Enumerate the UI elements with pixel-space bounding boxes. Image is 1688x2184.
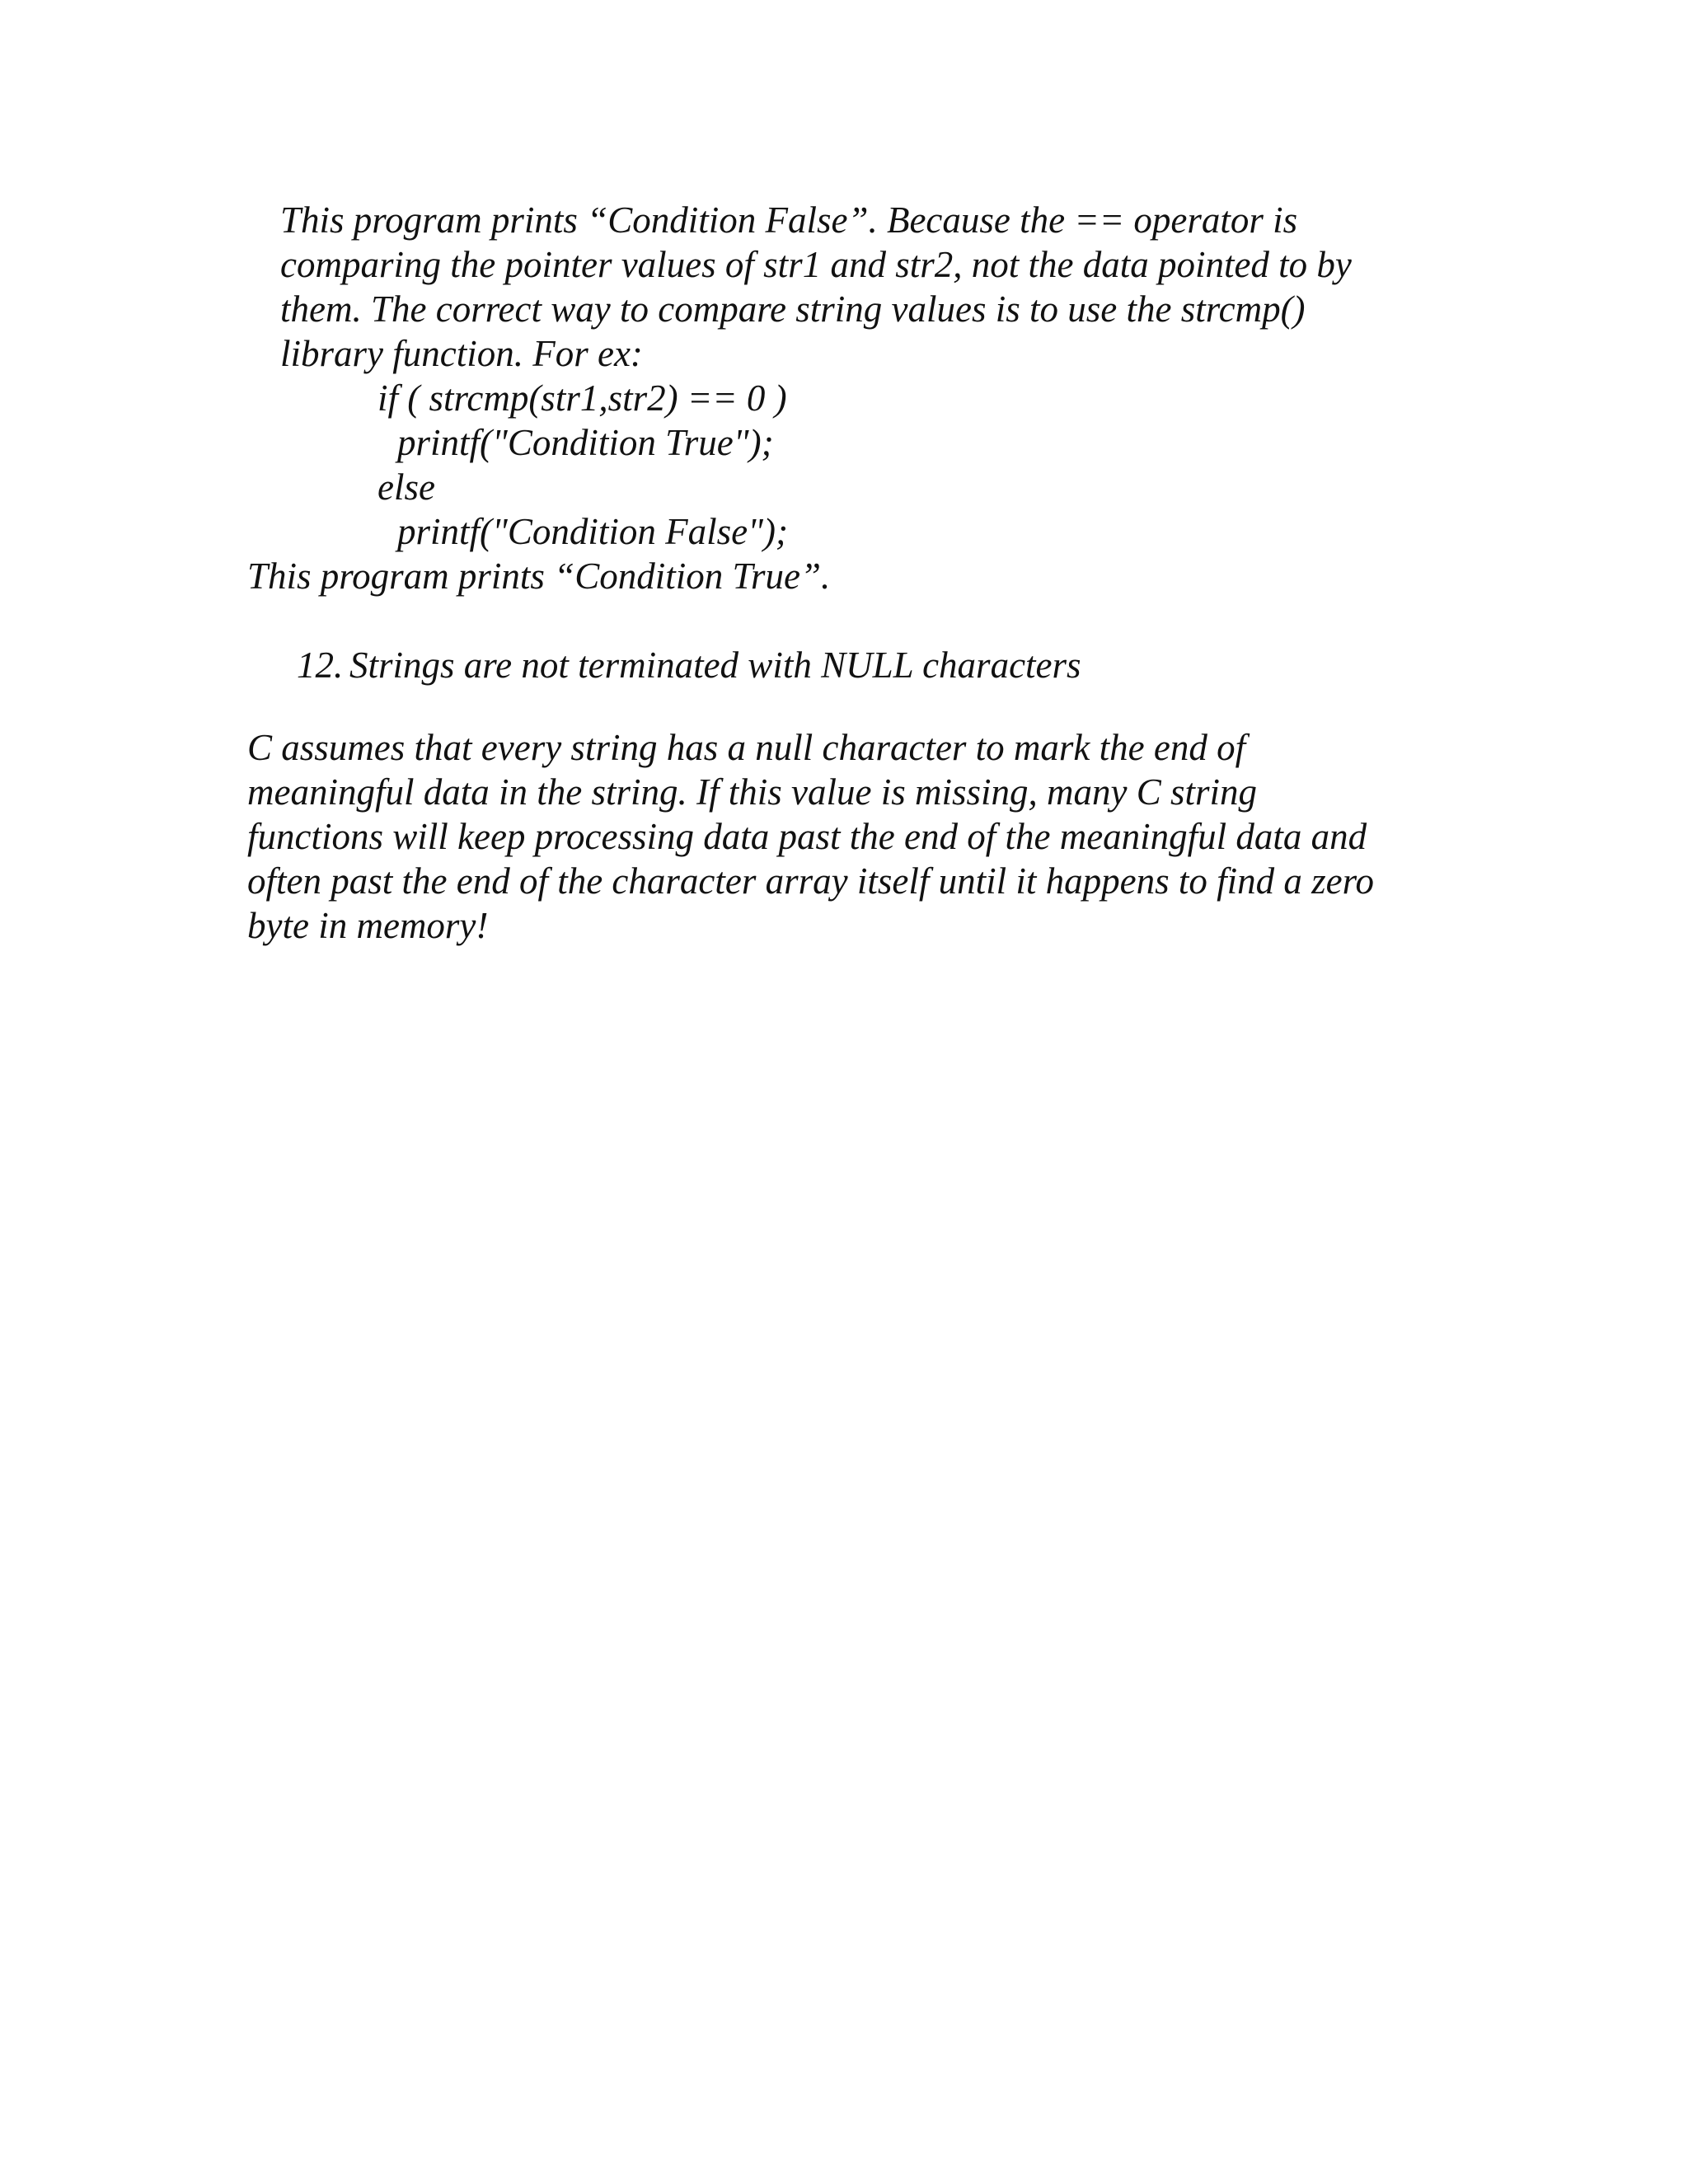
body-line: often past the end of the character array itself until it happens to find a zero xyxy=(247,860,1374,902)
section-number: 12. xyxy=(297,644,344,686)
code-line-printf-true: printf("Condition True"); xyxy=(397,422,774,463)
intro-line: comparing the pointer values of str1 and str2, not the data pointed to by xyxy=(280,244,1352,285)
body-paragraph xyxy=(247,725,1374,948)
intro-line: library function. For ex: xyxy=(280,333,643,374)
intro-paragraph xyxy=(280,198,1352,376)
section-heading: Strings are not terminated with NULL characters xyxy=(349,644,1081,686)
intro-line: This program prints “Condition False”. Because the == operator is xyxy=(280,199,1298,241)
code-line-if: if ( strcmp(str1,str2) == 0 ) xyxy=(377,377,787,419)
result-line: This program prints “Condition True”. xyxy=(247,555,831,597)
code-line-else: else xyxy=(377,466,435,508)
code-line-printf-false: printf("Condition False"); xyxy=(397,511,789,552)
body-line: byte in memory! xyxy=(247,905,489,946)
body-line: meaningful data in the string. If this value is missing, many C string xyxy=(247,771,1257,813)
body-line: C assumes that every string has a null character to mark the end of xyxy=(247,727,1246,768)
body-line: functions will keep processing data past the end of the meaningful data and xyxy=(247,816,1367,857)
intro-line: them. The correct way to compare string values is to use the strcmp() xyxy=(280,288,1306,330)
